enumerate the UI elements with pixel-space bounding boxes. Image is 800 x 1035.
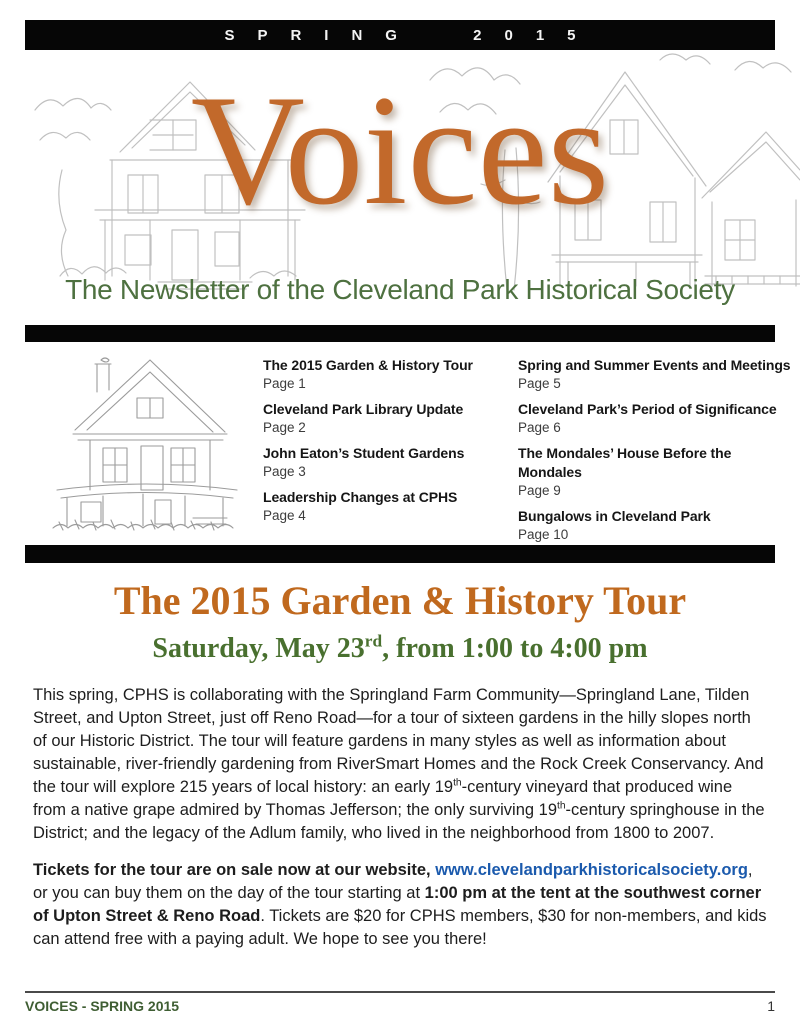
- toc-entry-title: Bungalows in Cleveland Park: [518, 508, 711, 524]
- toc-entry-title: The 2015 Garden & History Tour: [263, 357, 473, 373]
- toc-entry-title: The Mondales’ House Before the Mondales: [518, 445, 732, 480]
- text-run: -century springhouse in the District; and the legacy of the Adlum family, who lived in the neighborhood from 1800 to 2007.: [33, 801, 765, 842]
- text-run: Tickets for the tour are on sale now at our website,: [33, 861, 436, 879]
- text-run: , or you can buy them on the day of the tour starting at: [33, 861, 753, 902]
- footer-page-number: 1: [767, 998, 775, 1014]
- text-run: 1:00 pm at the tent at the southwest corner of Upton Street & Reno Road: [33, 884, 762, 925]
- toc-entry-page: Page 10: [518, 527, 569, 542]
- article-paragraph-1: [33, 684, 767, 845]
- toc-entry-page: Page 3: [263, 464, 306, 479]
- website-link[interactable]: www.clevelandparkhistoricalsociety.org: [435, 861, 748, 879]
- text-run: This spring, CPHS is collaborating with the Springland Farm Community—Springland Lane, Tilden Street, and Upton Street, just off Reno Road—for a tour of sixteen gardens in the hilly slopes north of our Historic District. The tour will feature gardens in many styles as well as information about sustainable, river-friendly gardening from RiverSmart Homes and the Rock Creek Conservancy. And the tour will explore 215 years of local history: an early 19: [33, 686, 764, 796]
- article-paragraph-2: [33, 859, 767, 951]
- newsletter-subtitle: The Newsletter of the Cleveland Park Historical Society: [65, 274, 735, 305]
- toc-entry: [263, 488, 513, 525]
- article-title: The 2015 Garden & History Tour: [113, 578, 687, 623]
- toc-entry-title: Leadership Changes at CPHS: [263, 489, 458, 505]
- newsletter-title: Voices: [190, 63, 610, 238]
- toc-entry-page: Page 4: [263, 508, 306, 523]
- toc-entry: [518, 444, 796, 500]
- superscript: rd: [364, 631, 383, 651]
- footer-issue-label: VOICES - SPRING 2015: [25, 998, 180, 1014]
- superscript: th: [557, 800, 566, 812]
- text-run: , from 1:00 to 4:00 pm: [382, 633, 648, 664]
- lead-article: [33, 570, 767, 951]
- divider-bar-top: [25, 325, 775, 342]
- toc-entry: [518, 507, 796, 544]
- footer-rule: [25, 991, 775, 993]
- toc-entry-page: Page 6: [518, 420, 561, 435]
- toc-entry: [263, 444, 513, 481]
- toc-column-left: [263, 356, 513, 532]
- divider-bar-bottom: [25, 545, 775, 563]
- superscript: th: [453, 777, 462, 789]
- table-of-contents: [0, 350, 800, 542]
- toc-entry-title: Cleveland Park’s Period of Significance: [518, 401, 777, 417]
- toc-entry: [518, 356, 796, 393]
- victorian-house-sketch: [45, 350, 250, 535]
- issue-banner-text: SPRING 2015: [224, 26, 599, 44]
- text-run: -century vineyard that produced wine from a native grape admired by Thomas Jefferson; the only surviving 19: [33, 778, 733, 819]
- toc-entry: [263, 400, 513, 437]
- toc-entry-title: Cleveland Park Library Update: [263, 401, 464, 417]
- text-run: . Tickets are $20 for CPHS members, $30 for non-members, and kids can attend free with a paying adult. We hope to see you there!: [33, 907, 767, 948]
- article-dateline: [33, 632, 767, 666]
- toc-entry-title: John Eaton’s Student Gardens: [263, 445, 465, 461]
- toc-entry: [518, 400, 796, 437]
- toc-entry-page: Page 2: [263, 420, 306, 435]
- toc-column-right: [518, 356, 796, 551]
- toc-entry-page: Page 5: [518, 376, 561, 391]
- masthead: [0, 50, 800, 322]
- toc-entry-page: Page 9: [518, 483, 561, 498]
- toc-entry-page: Page 1: [263, 376, 306, 391]
- toc-entry: [263, 356, 513, 393]
- text-run: Saturday, May 23: [152, 633, 365, 664]
- issue-banner: [25, 20, 775, 50]
- toc-entry-title: Spring and Summer Events and Meetings: [518, 357, 791, 373]
